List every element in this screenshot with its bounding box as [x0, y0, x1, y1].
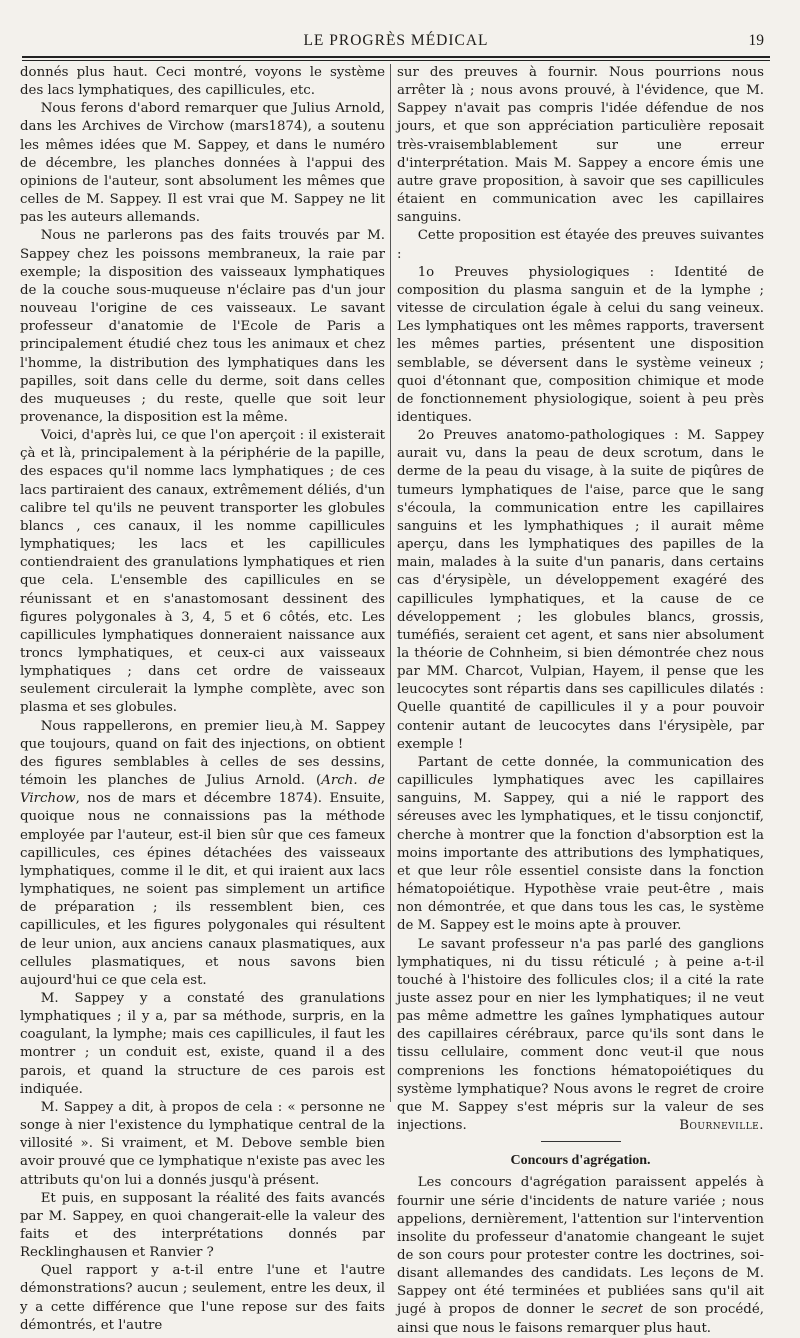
section-title: Concours d'agrégation. — [510, 1153, 651, 1169]
section-separator — [541, 1141, 621, 1142]
paragraph: sur des preuves à fournir. Nous pourrions nous arrêter là ; nous avons prouvé, à l'évidence, que M. Sappey n'avait pas compris l'idée défendue de nos jours, et que son appréciation particulière reposait très-vraisemblablement sur une erreur d'interprétation. Mais M. Sappey a encore émis une autre grave proposition, à savoir que ses capillicules étaient en communication avec les capillaires sanguins. — [397, 65, 764, 226]
paragraph: Et puis, en supposant la réalité des faits avancés par M. Sappey, en quoi changerait-elle la valeur des faits et des interprétations donnés par Recklinghausen et Ranvier ? — [20, 1190, 385, 1261]
paragraph — [397, 1174, 764, 1337]
text-run: Nous rappellerons, en premier lieu,à M. Sappey que toujours, quand on fait des injections, on obtient des figures semblables à celles de ses dessins, témoin les planches de Julius Arnold. ( — [20, 718, 385, 789]
paragraph: Voici, d'après lui, ce que l'on aperçoit : il existerait çà et là, principalement à la périphérie de la papille, des espaces qu'il nomme lacs lymphatiques ; de ces lacs partiraient des canaux, extrêmement déliés, d'un calibre tel qu'ils ne peuvent transporter les globules blancs , ces canaux, il les nomme capillicules lymphatiques; les lacs et les capillicules contiendraient des granulations lymphatiques et rien que cela. L'ensemble des capillicules en se réunissant et en s'anastomosant dessinent des figures polygonales à 3, 4, 5 et 6 côtés, etc. Les capillicules lymphatiques donneraient naissance aux troncs lymphatiques, et ceux-ci aux vaisseaux lymphatiques ; dans cet ordre de vaisseaux seulement circulerait la lymphe complète, avec son plasma et ses globules. — [20, 428, 385, 716]
emphasis-italic: secret — [601, 1302, 644, 1318]
journal-title: LE PROGRÈS MÉDICAL — [303, 32, 489, 49]
citation-italic: Arch. de Virchow — [20, 773, 385, 807]
paragraph: M. Sappey y a constaté des granulations lymphatiques ; il y a, par sa méthode, surpris, en la coagulant, la lymphe; mais ces capillicules, il faut les montrer ; un conduit est, existe, quand il a des parois, et quand la structure de ces parois est indiquée. — [20, 990, 385, 1097]
paragraph: M. Sappey a dit, à propos de cela : « personne ne songe à nier l'existence du lymphatique central de la villosité ». Si vraiment, et M. Debove semble bien avoir prouvé que ce lymphatique n'existe pas avec les attributs qu'on lui a donnés jusqu'à présent. — [20, 1099, 385, 1188]
masthead — [22, 28, 770, 58]
text-run: Le savant professeur n'a pas parlé des ganglions lymphatiques, ni du tissu réticulé ; à peine a-t-il touché à l'histoire des follicules clos; il a cité la rate juste assez pour en nier les lymphatiques; il ne veut pas même admettre les gaînes lymphatiques autour des capillaires cérébraux, parce qu'ils sont dans le tissu cellulaire, comment donc veut-il que nous comprenions les fonctions hématopoiétiques du système lymphatique? Nous avons le regret de croire que M. Sappey s'est mépris sur la valeur de ses injections. — [397, 936, 764, 1134]
text-run: Les concours d'agrégation paraissent appelés à fournir une série d'incidents de nature variée ; nous appelions, dernièrement, l'attention sur l'intervention insolite du professeur d'anatomie changeant le sujet de son cours pour protester contre les doctrines, soi-disant allemandes des candidats. Les leçons de M. Sappey ont été terminées et publiées sans qu'il ait jugé à propos de donner le — [397, 1175, 764, 1318]
author-signature: Bourneville. — [679, 1118, 764, 1134]
text-run: , nos de mars et décembre 1874). Ensuite, quoique nous ne connaissions pas la méthode employée par l'auteur, est-il bien sûr que ces fameux capillicules, ces épines détachées des vaisseaux lymphatiques, comme il le dit, et qui iraient aux lacs lymphatiques, ne soient pas simplement un artifice de préparation ; ils ressemblent bien, ces capillicules, et les figures polygonales qui résultent de leur union, aux anciens canaux plasmatiques, aux cellules plasmatiques, et nous savons bien aujourd'hui ce que cela est. — [20, 791, 385, 988]
paragraph: 2o Preuves anatomo-pathologiques : M. Sappey aurait vu, dans la peau de deux scrotum, dans le derme de la peau du visage, à la suite de piqûres de tumeurs lymphatiques de l'aise, parce que le sang s'écoula, la communication entre les capillaires sanguins et les lymphathiques ; il aurait même aperçu, dans les lymphatiques des papilles de la main, malades à la suite d'un panaris, dans certains cas d'érysipèle, un développement exagéré des capillicules lymphatiques, et la cause de ce développement ; les globules blancs, grossis, tuméfiés, seraient cet agent, et sans nier absolument la théorie de Cohnheim, si bien démontrée chez nous par MM. Charcot, Vulpian, Hayem, il pense que les leucocytes sont répartis dans ses capillicules dilatés : Quelle quantité de capillicules il y a pour pouvoir contenir autant de leucocytes dans l'érysipèle, par exemple ! — [397, 428, 764, 752]
text-run: de son procédé, ainsi que nous le faisons remarquer plus haut. — [397, 1302, 764, 1336]
right-column — [397, 64, 764, 1338]
paragraph — [397, 936, 764, 1136]
paragraph — [20, 718, 385, 990]
paragraph: Partant de cette donnée, la communication des capillicules lymphatiques avec les capillaires sanguins, M. Sappey, qui a nié le rapport des séreuses avec les lymphatiques, et le tissu conjonctif, cherche à montrer que la fonction d'absorption est la moins importante des attributions des lymphatiques, et que leur rôle essentiel consiste dans la fonction hématopoiétique. Hypothèse vraie peut-être , mais non démontrée, et que dans tous les cas, le système de M. Sappey est le moins apte à prouver. — [397, 754, 764, 934]
paragraph: Nous ferons d'abord remarquer que Julius Arnold, dans les Archives de Virchow (mars1874), a soutenu les mêmes idées que M. Sappey, et dans le numéro de décembre, les planches données à l'appui des opinions de l'auteur, sont absolument les mêmes que celles de M. Sappey. Il est vrai que M. Sappey ne lit pas les auteurs allemands. — [20, 101, 385, 226]
paragraph: Cette proposition est étayée des preuves suivantes : — [397, 228, 764, 262]
header-rule-thick — [22, 56, 770, 58]
paragraph: donnés plus haut. Ceci montré, voyons le système des lacs lymphatiques, des capillicules, etc. — [20, 65, 385, 99]
paragraph: Quel rapport y a-t-il entre l'une et l'autre démonstrations? aucun ; seulement, entre les deux, il y a cette différence que l'une repose sur des faits démontrés, et l'autre — [20, 1263, 385, 1333]
paragraph: Nous ne parlerons pas des faits trouvés par M. Sappey chez les poissons membraneux, la raie par exemple; la disposition des vaisseaux lymphatiques de la couche sous-muqueuse n'éclaire pas d'un jour nouveau l'origine de ces vaisseaux. Le savant professeur d'anatomie de l'Ecole de Paris a principalement étudié chez tous les animaux et chez l'homme, la distribution des lymphatiques dans les papilles, soit dans celle du derme, soit dans celles des muqueuses ; du reste, quelle que soit leur provenance, la disposition est la même. — [20, 228, 385, 425]
left-column — [20, 64, 385, 1335]
column-divider — [390, 64, 391, 1102]
header-rule-thin — [22, 60, 770, 61]
paragraph: 1o Preuves physiologiques : Identité de composition du plasma sanguin et de la lymphe ; vitesse de circulation égale à celui du sang veineux. Les lymphatiques ont les mêmes rapports, traversent les mêmes parties, présentent une disposition semblable, se déversent dans le système veineux ; quoi d'étonnant que, composition chimique et mode de fonctionnement physiologique, soient à peu près identiques. — [397, 264, 764, 425]
page-number: 19 — [748, 32, 764, 49]
